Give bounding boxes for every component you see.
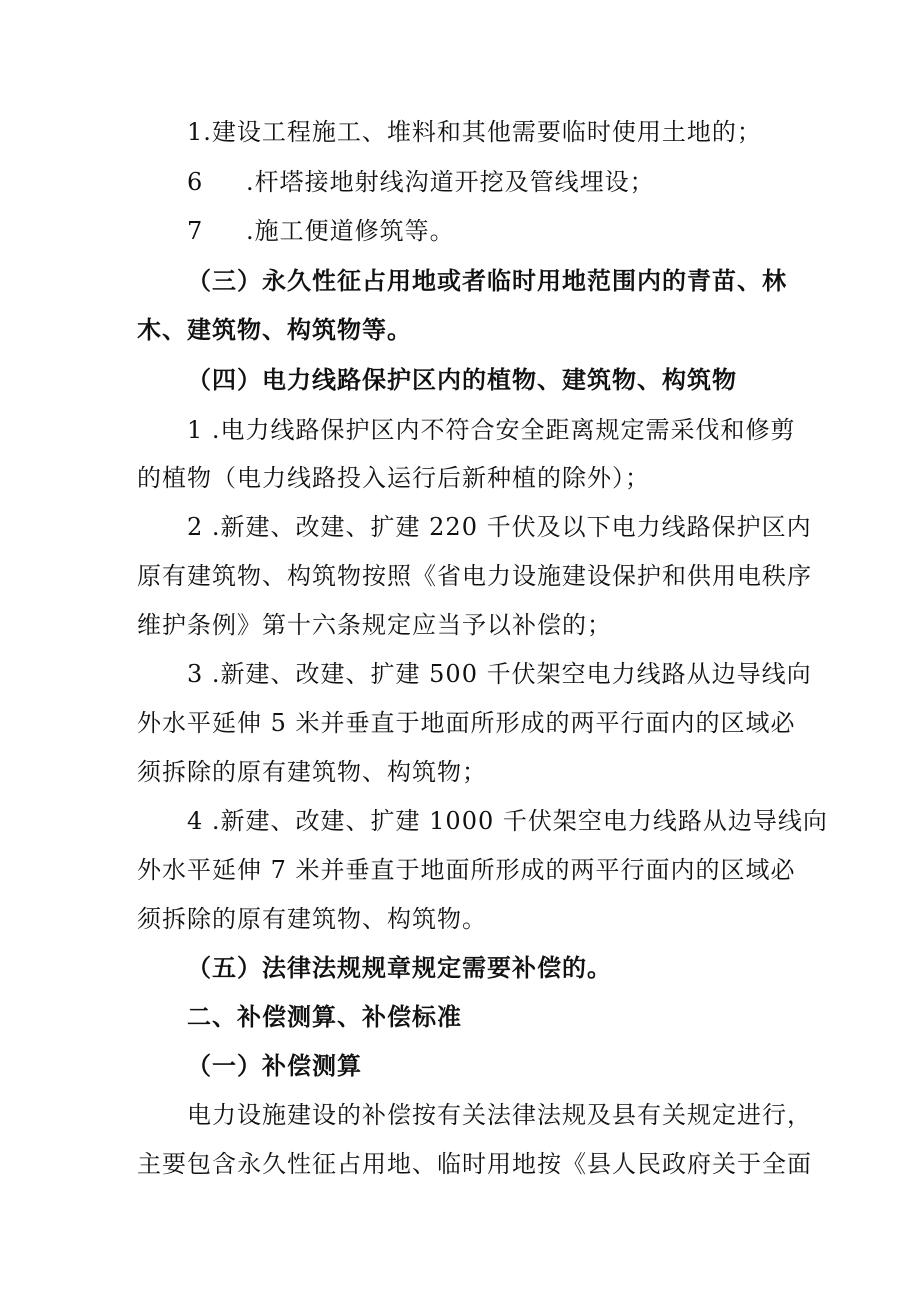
- subsection-1-heading: （一）补偿测算: [187, 1052, 362, 1080]
- item-6-text: .杆塔接地射线沟道开挖及管线埋设；: [246, 168, 655, 196]
- chapter-2-heading: 二、补偿测算、补偿标准: [187, 1003, 462, 1031]
- section-3-heading-line-2: 木、建筑物、构筑物等。: [137, 316, 412, 344]
- item-7-number: 7: [187, 217, 204, 245]
- section-4-item-2-line-3: 维护条例》第十六条规定应当予以补偿的；: [137, 611, 612, 639]
- item-1-construction-land: 1.建设工程施工、堆料和其他需要临时使用土地的；: [187, 118, 762, 146]
- section-3-heading-line-1: （三）永久性征占用地或者临时用地范围内的青苗、林: [187, 267, 787, 295]
- section-4-item-1-line-1: 1 .电力线路保护区内不符合安全距离规定需采伐和修剪: [187, 416, 796, 444]
- section-4-item-2-line-2: 原有建筑物、构筑物按照《省电力设施建设保护和供用电秩序: [137, 562, 812, 590]
- section-5-heading: （五）法律法规规章规定需要补偿的。: [187, 954, 612, 982]
- paragraph-line-2: 主要包含永久性征占用地、临时用地按《县人民政府关于全面: [137, 1150, 812, 1178]
- section-4-item-4-line-3: 须拆除的原有建筑物、构筑物。: [137, 905, 487, 933]
- item-6-number: 6: [187, 168, 204, 196]
- section-4-heading: （四）电力线路保护区内的植物、建筑物、构筑物: [187, 366, 737, 394]
- section-4-item-3-line-2: 外水平延伸 5 米并垂直于地面所形成的两平行面内的区域必: [137, 709, 796, 737]
- section-4-item-4-line-1: 4 .新建、改建、扩建 1000 千伏架空电力线路从边导线向: [187, 807, 828, 835]
- paragraph-line-1: 电力设施建设的补偿按有关法律法规及县有关规定进行，: [187, 1101, 812, 1129]
- section-4-item-4-line-2: 外水平延伸 7 米并垂直于地面所形成的两平行面内的区域必: [137, 856, 796, 884]
- section-4-item-3-line-1: 3 .新建、改建、扩建 500 千伏架空电力线路从边导线向: [187, 660, 812, 688]
- item-7-text: .施工便道修筑等。: [246, 217, 455, 245]
- section-4-item-1-line-2: 的植物（电力线路投入运行后新种植的除外）；: [137, 464, 650, 492]
- section-4-item-3-line-3: 须拆除的原有建筑物、构筑物；: [137, 758, 487, 786]
- section-4-item-2-line-1: 2 .新建、改建、扩建 220 千伏及以下电力线路保护区内: [187, 513, 812, 541]
